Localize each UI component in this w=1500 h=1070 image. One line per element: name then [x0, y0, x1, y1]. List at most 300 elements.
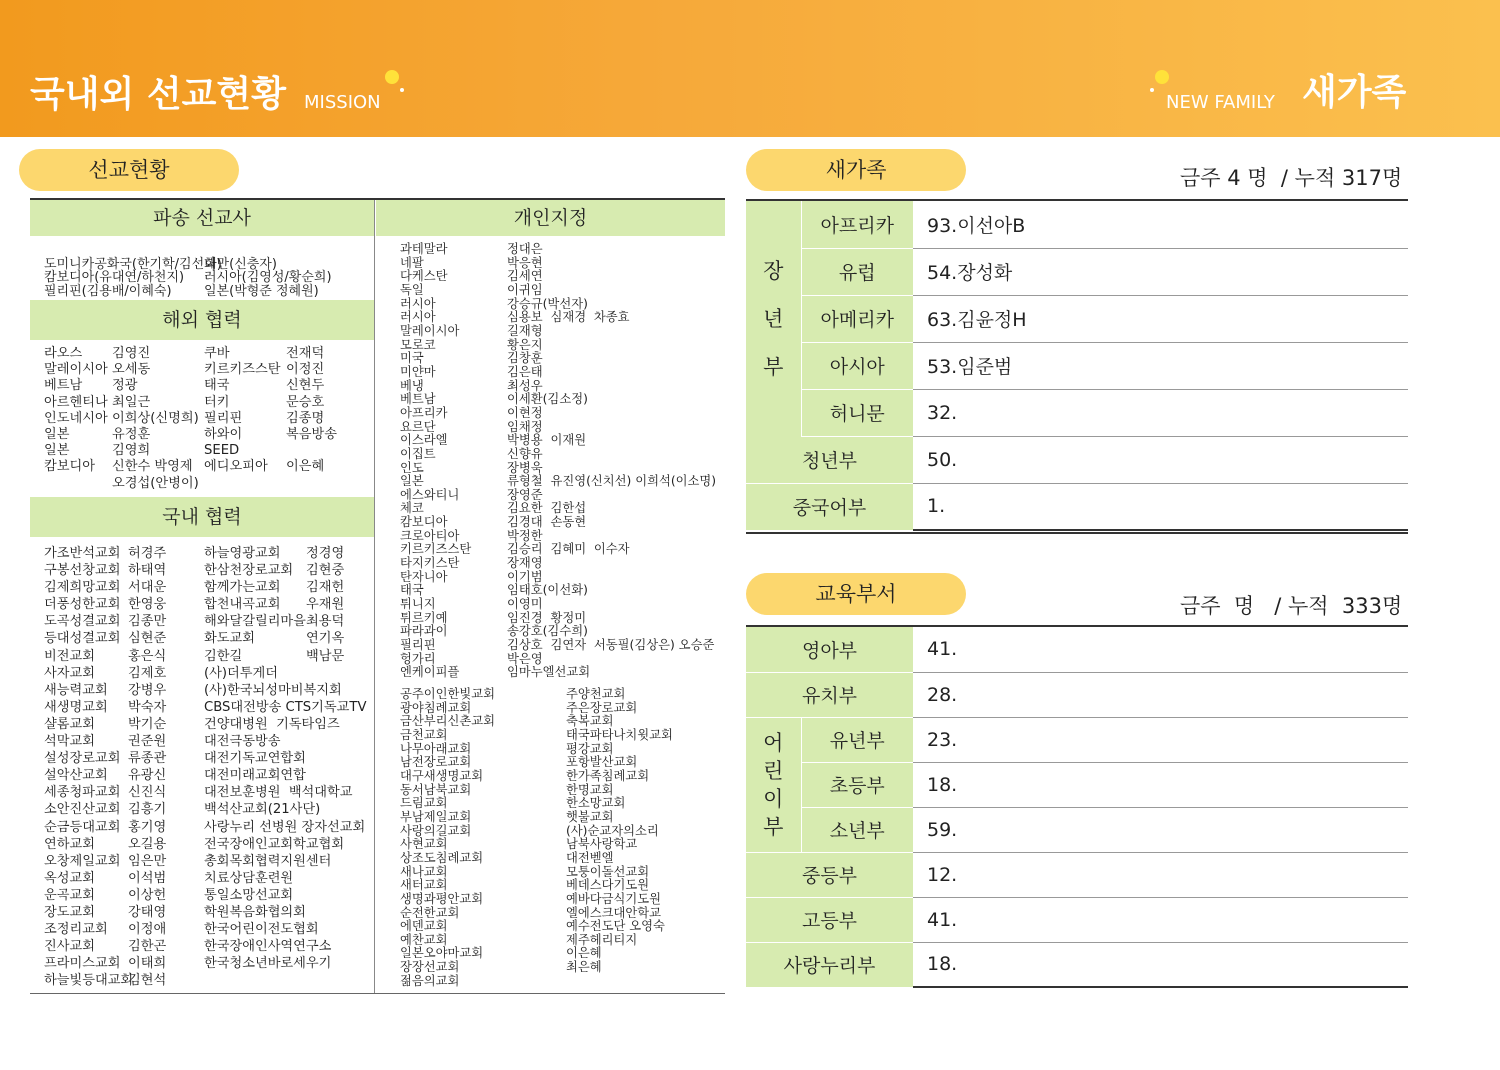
value-cell: 50. [913, 436, 1408, 483]
list-item: 아프리카 [400, 405, 448, 420]
list-cell: 터키 [204, 394, 230, 410]
list-cell: 설악산교회 [44, 768, 108, 784]
list-cell: 장도교회 [44, 904, 95, 920]
list-cell: 정광 [112, 378, 138, 394]
dept-cell: 허니문 [801, 389, 913, 436]
value-cell: 93.이선아B [913, 201, 1408, 248]
list-item: 사랑의길교회 [400, 823, 472, 838]
list-cell: 강병우 [128, 682, 167, 698]
list-row [44, 476, 370, 492]
list-cell: 류종관 [128, 751, 167, 767]
list-item: 모퉁이돌선교회 [566, 864, 650, 879]
newfamily-table [746, 201, 1408, 531]
list-item: 생명과평안교회 [400, 891, 484, 906]
list-row [44, 648, 370, 665]
list-item: 최은혜 [566, 960, 602, 975]
list-item: 드림교회 [400, 796, 448, 811]
list-cell: 김종명 [286, 410, 325, 426]
list-cell: 이정애 [128, 922, 167, 938]
list-cell: 설성장로교회 [44, 751, 121, 767]
list-item: 강승규(박선자) [507, 296, 588, 311]
list-cell: 대전극동방송 [204, 734, 281, 750]
list-cell: 유광신 [128, 768, 167, 784]
list-cell: 하태역 [128, 563, 167, 579]
list-cell: 태국 [204, 378, 230, 394]
list-cell: 석막교회 [44, 734, 95, 750]
list-item: 장영준 [507, 487, 543, 502]
list-item: 엘에스크대안학교 [566, 905, 662, 920]
list-item: 대전벧엘 [566, 850, 614, 865]
list-item: 황은지 [507, 337, 543, 352]
list-item: 남전장로교회 [400, 755, 472, 770]
designated-churches-b [566, 688, 673, 975]
education-section-label: 교육부서 [746, 573, 966, 615]
list-item: 베트남 [400, 392, 436, 407]
list-cell: CBS대전방송 CTS기독교TV [204, 699, 367, 715]
list-item: 파라과이 [400, 624, 448, 639]
value-cell: 53.임준범 [913, 342, 1408, 389]
list-item: 햇불교회 [566, 809, 614, 824]
list-cell: 김제희망교회 [44, 580, 121, 596]
list-item: 장재영 [507, 556, 543, 571]
list-item: 남북사랑학교 [566, 837, 638, 852]
list-cell: 베트남 [44, 378, 83, 394]
list-row [44, 562, 370, 579]
list-item: 독일 [400, 282, 424, 297]
list-cell: 소안진산교회 [44, 802, 121, 818]
header-sent-missionaries: 파송 선교사 [30, 200, 374, 236]
list-cell: 대전기독교연합회 [204, 751, 306, 767]
list-cell: 아르헨티나 [44, 394, 108, 410]
children-group-label: 어 린 이 부 [746, 717, 801, 852]
overseas-list [44, 346, 370, 492]
dept-cell: 유년부 [801, 717, 913, 762]
domestic-list [44, 545, 370, 989]
list-row [44, 853, 370, 870]
list-row [44, 427, 370, 443]
list-item: 미얀마 [400, 364, 436, 379]
list-cell: 프라미스교회 [44, 956, 121, 972]
list-cell: 서대운 [128, 580, 167, 596]
list-row [44, 596, 370, 613]
list-cell: 한삼천장로교회 [204, 563, 294, 579]
list-item: 이영미 [507, 597, 543, 612]
list-row [44, 362, 370, 378]
list-cell: 새능력교회 [44, 682, 108, 698]
list-cell: 일본 [44, 426, 70, 442]
list-row [44, 459, 370, 475]
list-item: 광야침례교회 [400, 700, 472, 715]
list-cell: 우재원 [306, 597, 345, 613]
list-cell: 샬롬교회 [44, 716, 95, 732]
list-cell: (사)한국뇌성마비복지회 [204, 682, 342, 698]
list-cell: 김흥기 [128, 802, 167, 818]
list-row [44, 836, 370, 853]
list-cell: 구봉선창교회 [44, 563, 121, 579]
list-item: 제주헤리티지 [566, 932, 638, 947]
list-cell: 신진식 [128, 785, 167, 801]
list-item: 심용보 심재경 차종효 [507, 310, 630, 325]
list-cell: 에디오피아 [204, 459, 268, 475]
list-cell: 유정훈 [112, 426, 151, 442]
list-cell: 이상헌 [128, 887, 167, 903]
list-cell: 권준원 [128, 734, 167, 750]
list-cell: 신한수 박영제 [112, 459, 193, 475]
list-item: 김경대 손동현 [507, 515, 587, 530]
list-cell: 쿠바 [204, 346, 230, 361]
list-item: 타지키스탄 [400, 556, 460, 571]
newfamily-bottom-rule [746, 532, 1408, 534]
list-item: 태국 [400, 583, 424, 598]
list-cell: 연하교회 [44, 836, 95, 852]
list-cell: 필리핀 [204, 410, 243, 426]
list-item: 정대은 [507, 242, 543, 256]
designated-churches-a [400, 688, 495, 988]
dept-cell: 소년부 [801, 807, 913, 852]
list-item: 이스라엘 [400, 433, 448, 448]
list-cell: 복음방송 [286, 426, 337, 442]
value-cell: 18. [913, 762, 1408, 807]
list-cell: 캄보디아 [44, 459, 95, 475]
list-item: 에덴교회 [400, 919, 448, 934]
list-item: 주은장로교회 [566, 700, 638, 715]
list-cell: 사랑누리 선병원 장자선교회 [204, 819, 366, 835]
newfamily-count: 금주 4 명 / 누적 317명 [1180, 166, 1403, 190]
dept-cell: 고등부 [746, 897, 913, 942]
list-item: 임마누엘선교회 [507, 665, 591, 680]
list-row [44, 819, 370, 836]
list-item: 장병욱 [507, 460, 543, 475]
list-item: 이현정 [507, 405, 543, 420]
list-item: 최성우 [507, 378, 543, 393]
yellow-dot-icon [1155, 70, 1169, 84]
list-cell: 이희상(신명희) [112, 410, 199, 426]
list-item: 태국파타나치윗교회 [566, 727, 673, 742]
list-cell: 가조반석교회 [44, 546, 121, 561]
dept-cell: 아메리카 [801, 295, 913, 342]
list-item: 이기범 [507, 569, 543, 584]
list-cell: 더풍성한교회 [44, 597, 121, 613]
list-row [44, 750, 370, 767]
list-item: 임진경 황정미 [507, 610, 587, 625]
list-cell: 김한곤 [128, 939, 167, 955]
list-cell: 연기옥 [306, 631, 345, 647]
list-cell: 비전교회 [44, 648, 95, 664]
value-cell: 63.김윤정H [913, 295, 1408, 342]
list-item: 인도 [400, 460, 424, 475]
column-divider [374, 200, 375, 994]
list-item: 길재형 [507, 323, 543, 338]
value-cell: 54.장성화 [913, 248, 1408, 295]
list-item: 순전한교회 [400, 905, 460, 920]
list-item: 류형철 유진영(신치선) 이희석(이소명) [507, 474, 717, 489]
education-count: 금주 명 / 누적 333명 [1180, 594, 1403, 618]
list-row [44, 870, 370, 887]
list-item: 박병용 이재원 [507, 433, 587, 448]
dept-cell: 중국어부 [746, 483, 913, 530]
list-item: 박응현 [507, 255, 543, 270]
list-cell: 백석산교회(21사단) [204, 802, 321, 818]
list-cell: 도곡성결교회 [44, 614, 121, 630]
list-cell: 오창제일교회 [44, 853, 121, 869]
value-cell: 18. [913, 942, 1408, 987]
list-cell: 합천내곡교회 [204, 597, 281, 613]
value-cell: 32. [913, 389, 1408, 436]
list-cell: 한국장애인사역연구소 [204, 939, 332, 955]
list-item: 한명교회 [566, 782, 614, 797]
list-item: 키르키즈스탄 [400, 542, 472, 557]
list-item: 젊음의교회 [400, 973, 460, 988]
list-item: 임태호(이선화) [507, 583, 588, 598]
page-subtitle-en: MISSION [304, 92, 381, 113]
list-item: 예수전도단 오영숙 [566, 919, 665, 934]
page-title: 국내외 선교현황 [30, 74, 286, 115]
header-designated: 개인지정 [376, 200, 725, 236]
list-cell: 순금등대교회 [44, 819, 121, 835]
list-item: 미국 [400, 351, 424, 366]
list-item: 김승리 김혜미 이수자 [507, 542, 630, 557]
list-cell: 세종청파교회 [44, 785, 121, 801]
list-cell: 오경섭(안병이) [112, 475, 199, 491]
list-item: 임채정 [507, 419, 543, 434]
list-row [44, 699, 370, 716]
list-cell: 운곡교회 [44, 887, 95, 903]
header-overseas: 해외 협력 [30, 300, 374, 340]
list-cell: 김종만 [128, 614, 167, 630]
list-row [44, 767, 370, 784]
list-item: 김은태 [507, 364, 543, 379]
list-cell: 새생명교회 [44, 699, 108, 715]
list-item: 러시아 [400, 310, 436, 325]
list-cell: 전재덕 [286, 346, 325, 361]
list-cell: 말레이시아 [44, 362, 108, 378]
list-item: 과테말라 [400, 242, 448, 256]
list-cell: 이석범 [128, 870, 167, 886]
list-item: 이귀임 [507, 282, 543, 297]
list-cell: 박기순 [128, 716, 167, 732]
list-cell: 김재헌 [306, 580, 345, 596]
list-cell: 하늘영광교회 [204, 546, 281, 561]
yellow-dot-icon [385, 70, 399, 84]
list-item: 금천교회 [400, 727, 448, 742]
list-item: 대구새생명교회 [400, 768, 484, 783]
right-subtitle-en: NEW FAMILY [1166, 92, 1275, 113]
list-item: 탄자니아 [400, 569, 448, 584]
list-item: 새터교회 [400, 878, 448, 893]
list-item: 새나교회 [400, 864, 448, 879]
list-item: 일본 [400, 474, 424, 489]
list-row [44, 395, 370, 411]
list-item: 체코 [400, 501, 424, 516]
list-cell: 진사교회 [44, 939, 95, 955]
list-item: 엔케이피플 [400, 665, 460, 680]
list-item: 주양천교회 [566, 687, 626, 701]
list-item: 이집트 [400, 446, 436, 461]
list-item: (사)순교자의소리 [566, 823, 659, 838]
list-cell: 홍기영 [128, 819, 167, 835]
newfamily-section-label: 새가족 [746, 149, 966, 191]
list-item: 포항발산교회 [566, 755, 638, 770]
list-cell: 이정진 [286, 362, 325, 378]
list-cell: 오길용 [128, 836, 167, 852]
list-row [44, 579, 370, 596]
list-cell: (사)더투게더 [204, 665, 278, 681]
list-row [44, 887, 370, 904]
list-cell: 등대성결교회 [44, 631, 121, 647]
list-row [44, 733, 370, 750]
designated-countries [400, 243, 471, 680]
list-cell: 임은만 [128, 853, 167, 869]
list-cell: 인도네시아 [44, 410, 108, 426]
value-cell: 23. [913, 717, 1408, 762]
list-cell: 건양대병원 기독타임즈 [204, 716, 340, 732]
list-row [44, 378, 370, 394]
list-item: 사현교회 [400, 837, 448, 852]
list-cell: 옥성교회 [44, 870, 95, 886]
list-row [44, 613, 370, 630]
dept-cell: 영아부 [746, 627, 913, 672]
list-cell: 치료상담훈련원 [204, 870, 294, 886]
sent-list-1: 도미니카공화국(한기학/김선화) 캄보디아(유대연/하천지) 필리핀(김용배/이혜숙) [44, 256, 222, 300]
list-cell: 한국청소년바로세우기 [204, 956, 332, 972]
small-dot-icon [1150, 88, 1154, 92]
list-item: 튀니지 [400, 597, 436, 612]
dept-cell: 유치부 [746, 672, 913, 717]
list-item: 축복교회 [566, 714, 614, 729]
list-cell: 함께가는교회 [204, 580, 281, 596]
list-row [44, 972, 370, 989]
list-item: 부남제일교회 [400, 809, 472, 824]
list-row [44, 784, 370, 801]
list-item: 튀르키예 [400, 610, 448, 625]
dept-cell: 청년부 [746, 436, 913, 483]
list-item: 신향유 [507, 446, 543, 461]
list-cell: 백남문 [306, 648, 345, 664]
list-cell: 이태희 [128, 956, 167, 972]
list-item: 러시아 [400, 296, 436, 311]
list-item: 예찬교회 [400, 932, 448, 947]
list-item: 말레이시아 [400, 323, 460, 338]
list-item: 장장선교회 [400, 960, 460, 975]
left-bottom-rule [30, 993, 725, 994]
header-domestic: 국내 협력 [30, 497, 374, 537]
value-cell: 41. [913, 627, 1408, 672]
list-cell: 홍은식 [128, 648, 167, 664]
list-row [44, 921, 370, 938]
list-cell: 하늘빛등대교회 [44, 973, 134, 989]
dept-cell: 아시아 [801, 342, 913, 389]
list-row [44, 443, 370, 459]
list-item: 송강호(김수희) [507, 624, 588, 639]
list-item: 요르단 [400, 419, 436, 434]
value-cell: 12. [913, 852, 1408, 897]
list-cell: 김영진 [112, 346, 151, 361]
dept-cell: 유럽 [801, 248, 913, 295]
list-item: 상조도침례교회 [400, 850, 484, 865]
list-item: 김세연 [507, 269, 543, 284]
list-cell: 해와달갈릴리마을 [204, 614, 306, 630]
list-cell: 학원복음화협의회 [204, 904, 306, 920]
dept-cell: 초등부 [801, 762, 913, 807]
list-cell: 키르키즈스탄 [204, 362, 281, 378]
list-row [44, 716, 370, 733]
list-cell: 대전미래교회연합 [204, 768, 306, 784]
list-cell: 박숙자 [128, 699, 167, 715]
right-title: 새가족 [1302, 72, 1407, 113]
list-cell: 김현석 [128, 973, 167, 989]
list-cell: 한영웅 [128, 597, 167, 613]
value-cell: 1. [913, 483, 1408, 530]
list-cell: 심현준 [128, 631, 167, 647]
list-item: 크로아티아 [400, 528, 460, 543]
list-item: 필리핀 [400, 638, 436, 653]
value-cell: 59. [913, 807, 1408, 852]
list-item: 금산부리신촌교회 [400, 714, 496, 729]
list-item: 박은영 [507, 651, 543, 666]
list-row [44, 904, 370, 921]
list-item: 예바다금식기도원 [566, 891, 662, 906]
list-row [44, 545, 370, 562]
list-cell: 전국장애인교회학교협회 [204, 836, 345, 852]
list-item: 모로코 [400, 337, 436, 352]
list-item: 한소망교회 [566, 796, 626, 811]
list-row [44, 801, 370, 818]
list-item: 한가족침례교회 [566, 768, 650, 783]
list-item: 박정한 [507, 528, 543, 543]
list-item: 동서남북교회 [400, 782, 472, 797]
list-cell: 라오스 [44, 346, 83, 361]
list-cell: 한국어린이전도협회 [204, 922, 319, 938]
list-cell: 조정리교회 [44, 922, 108, 938]
list-item: 공주이인한빛교회 [400, 687, 496, 701]
list-cell: 신현두 [286, 378, 325, 394]
education-table [746, 627, 1408, 988]
list-item: 김창훈 [507, 351, 543, 366]
small-dot-icon [400, 88, 404, 92]
list-cell: 통일소망선교회 [204, 887, 294, 903]
list-cell: 총회목회협력지원센터 [204, 853, 332, 869]
list-cell: 화도교회 [204, 631, 255, 647]
list-item: 다케스탄 [400, 269, 448, 284]
list-item: 일본오야마교회 [400, 946, 484, 961]
designated-people [507, 243, 716, 680]
dept-cell: 사랑누리부 [746, 942, 913, 987]
list-row [44, 346, 370, 362]
list-cell: 강태영 [128, 904, 167, 920]
list-item: 김요한 김한섭 [507, 501, 587, 516]
list-cell: 최용덕 [306, 614, 345, 630]
list-row [44, 682, 370, 699]
list-cell: 사자교회 [44, 665, 95, 681]
list-cell: 최일근 [112, 394, 151, 410]
list-item: 나무아래교회 [400, 741, 472, 756]
list-cell: 허경주 [128, 546, 167, 561]
list-cell: 대전보훈병원 백석대학교 [204, 785, 353, 801]
list-cell: 김제호 [128, 665, 167, 681]
list-cell: 김한길 [204, 648, 243, 664]
list-row [44, 411, 370, 427]
list-row [44, 955, 370, 972]
list-item: 평강교회 [566, 741, 614, 756]
youth-group-label: 장 년 부 [746, 201, 801, 436]
list-row [44, 938, 370, 955]
list-item: 에스와티니 [400, 487, 460, 502]
dept-cell: 아프리카 [801, 201, 913, 248]
list-cell: 문승호 [286, 394, 325, 410]
list-item: 김상호 김연자 서동필(김상은) 오승준 [507, 638, 715, 653]
list-item: 캄보디아 [400, 515, 448, 530]
value-cell: 41. [913, 897, 1408, 942]
